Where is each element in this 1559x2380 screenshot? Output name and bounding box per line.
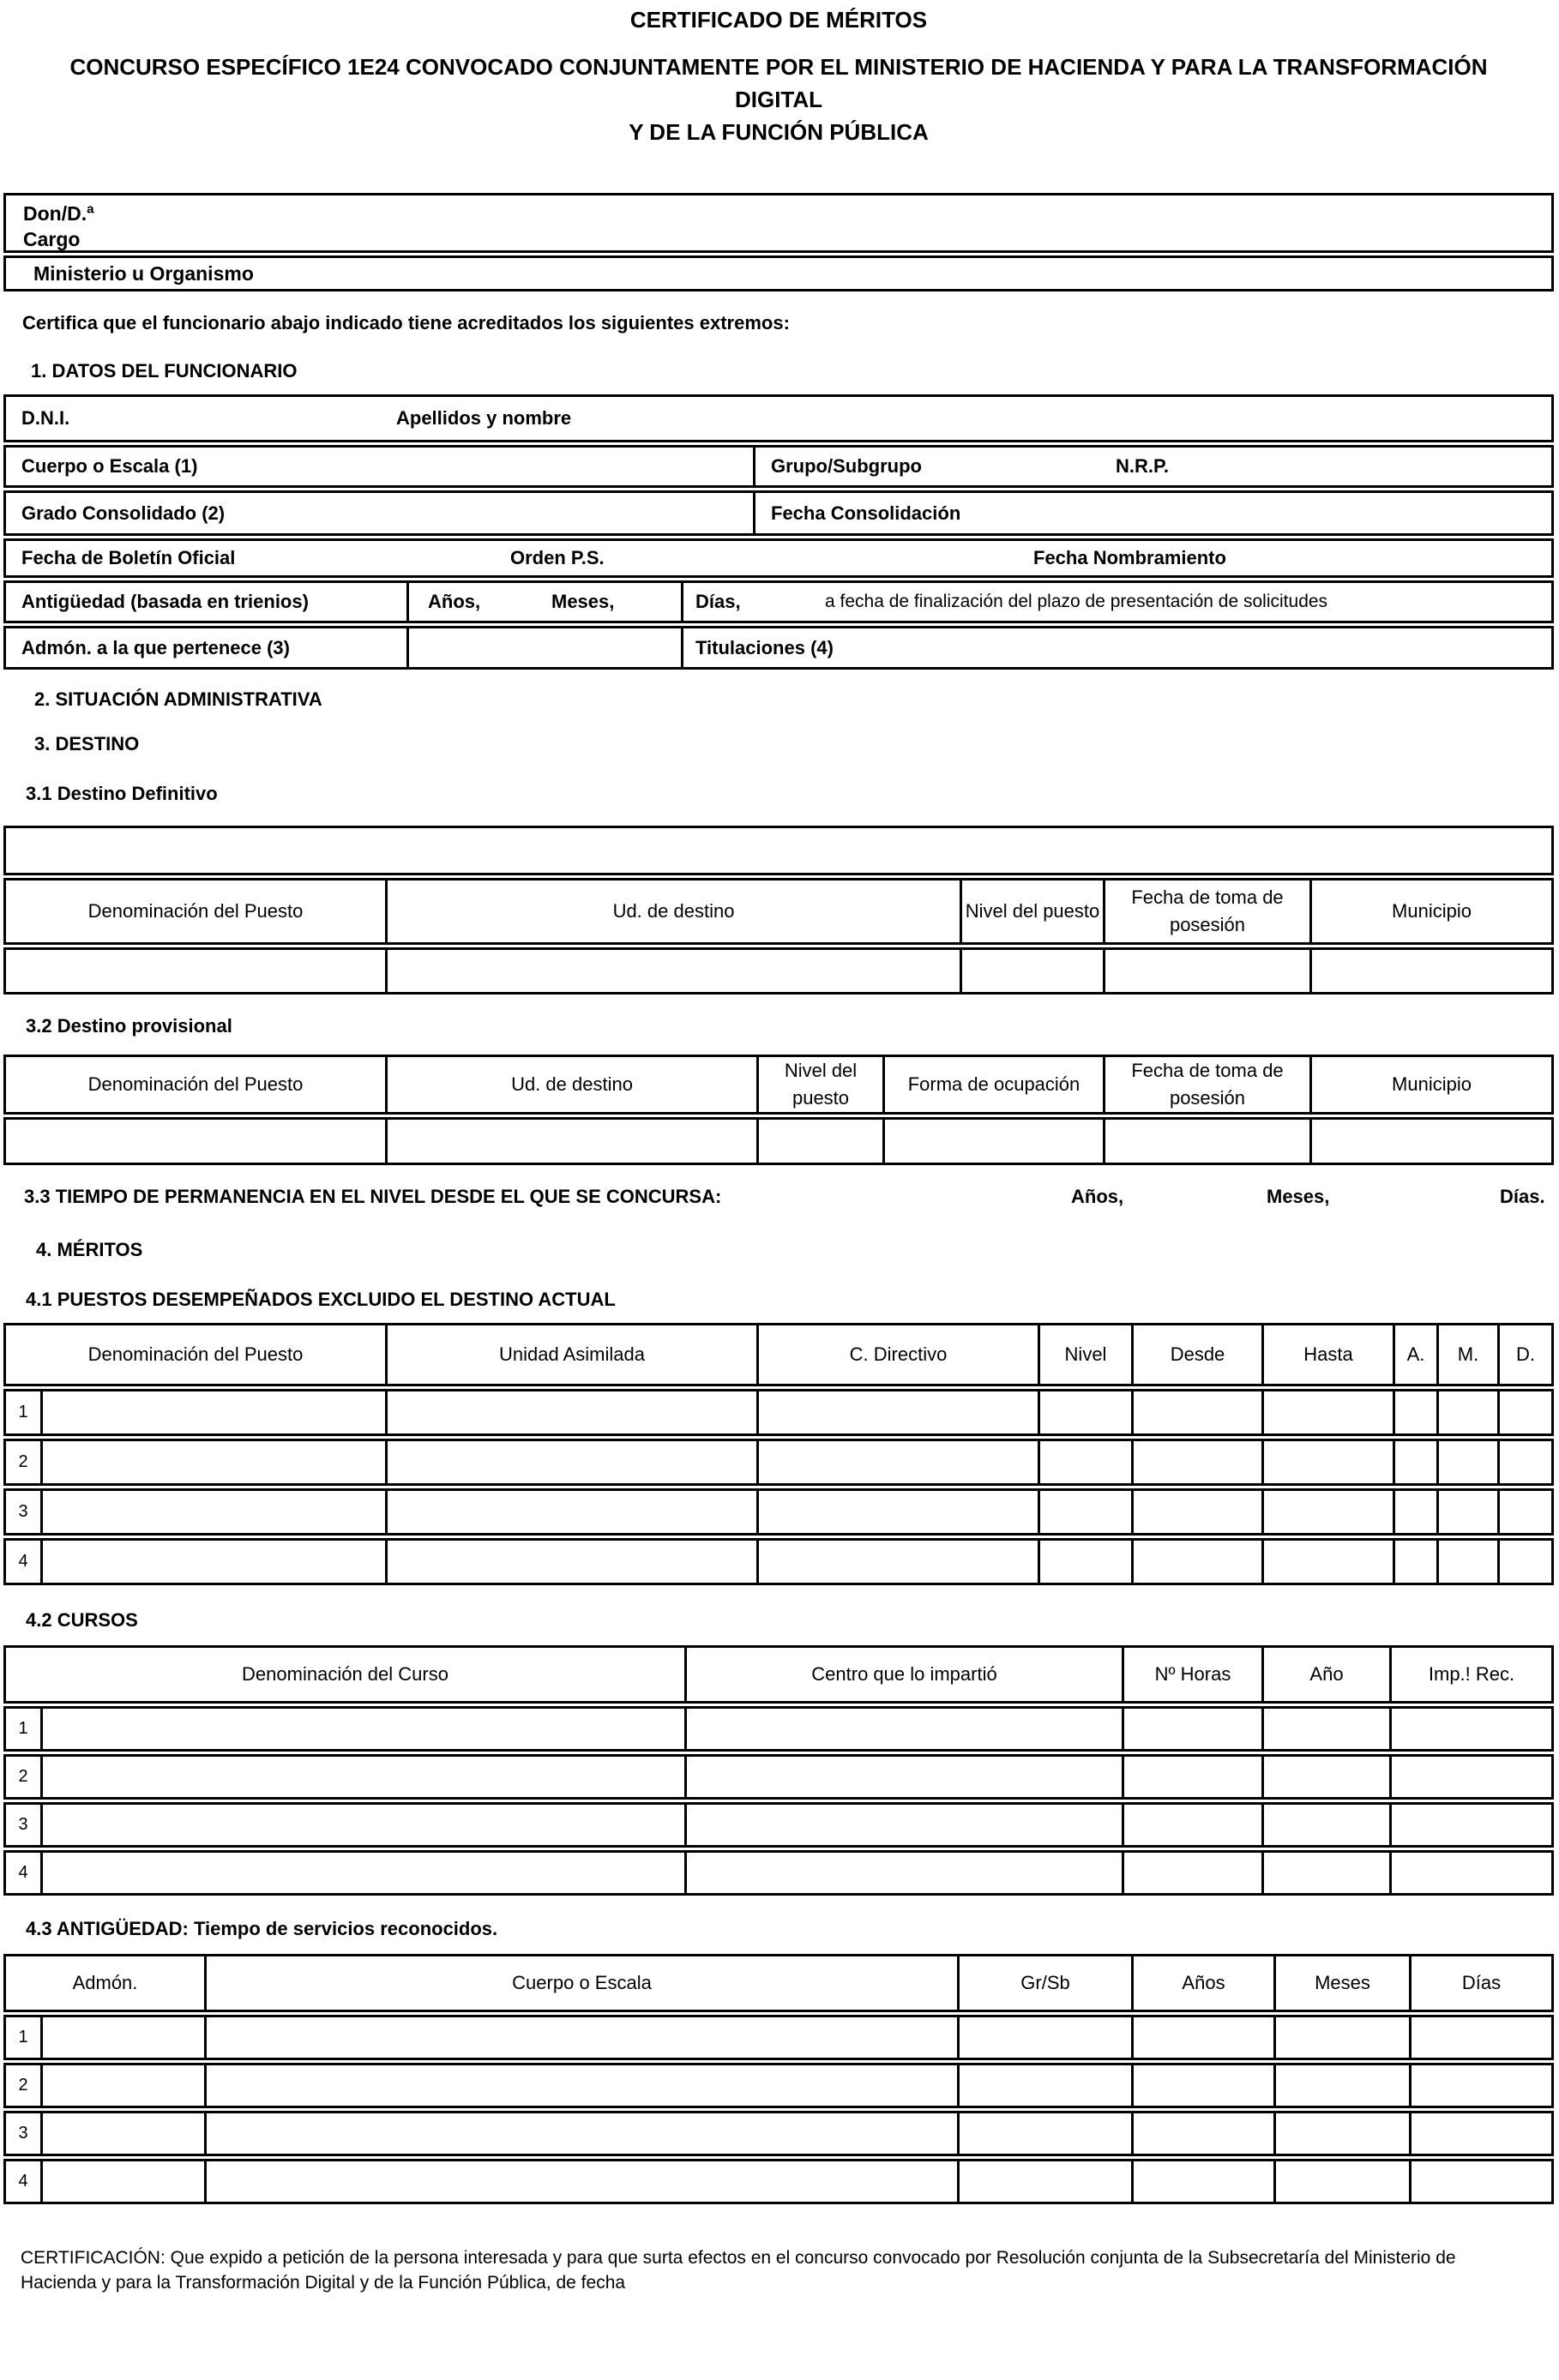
empty-cell [1309, 950, 1551, 992]
empty-cell [1436, 1541, 1497, 1583]
section-4-heading: 4. MÉRITOS [36, 1239, 143, 1260]
puestos-row [3, 1439, 1554, 1486]
empty-cell [1261, 1541, 1393, 1583]
row-number: 3 [18, 2124, 28, 2143]
certifier-box [3, 193, 1554, 253]
empty-cell [1497, 1391, 1551, 1433]
empty-cell [40, 2065, 204, 2106]
header-cell: Forma de ocupación [882, 1057, 1103, 1112]
document-title: CERTIFICADO DE MÉRITOS [629, 7, 928, 33]
empty-cell [1261, 1391, 1393, 1433]
section-1-heading: 1. DATOS DEL FUNCIONARIO [31, 360, 298, 382]
header-cell: C. Directivo [756, 1325, 1038, 1384]
puestos-row [3, 1389, 1554, 1436]
empty-cell [1122, 1709, 1261, 1749]
row-grado [3, 490, 1554, 536]
empty-cell [1497, 1541, 1551, 1583]
empty-cell [684, 1709, 1122, 1749]
header-cell: Año [1261, 1648, 1389, 1701]
header-cell: Fecha de toma de posesión [1103, 880, 1309, 942]
cursos-table [3, 1645, 1554, 1896]
empty-cell [957, 2065, 1131, 2106]
header-cell: Nivel del puesto [756, 1057, 882, 1112]
header-cell: Municipio [1309, 1057, 1551, 1112]
header-cell: Denominación del Curso [242, 1663, 448, 1685]
destino-provisional-table [3, 1055, 1554, 1165]
empty-cell [1261, 1709, 1389, 1749]
empty-cell [1436, 1441, 1497, 1483]
empty-cell [204, 2161, 957, 2202]
row-dni [3, 394, 1554, 442]
header-cell: Centro que lo impartió [684, 1648, 1122, 1701]
header-cell: Ud. de destino [385, 880, 960, 942]
empty-cell [1038, 1491, 1131, 1533]
empty-cell [40, 1805, 684, 1845]
empty-cell [1273, 2113, 1409, 2154]
row-number: 4 [18, 1552, 28, 1571]
empty-cell [1122, 1805, 1261, 1845]
empty-cell [756, 1491, 1038, 1533]
section-31-heading: 3.1 Destino Definitivo [26, 783, 218, 804]
empty-cell [1409, 2017, 1551, 2058]
empty-cell [1389, 1709, 1551, 1749]
destino-provisional-header [3, 1055, 1554, 1115]
antiguedad-note: a fecha de finalización del plazo de presentación de solicitudes [825, 592, 1328, 611]
section-33-line [3, 1186, 1554, 1210]
header-cell: Denominación del Puesto [87, 1343, 304, 1365]
row-number: 1 [18, 2028, 28, 2046]
empty-cell [756, 1441, 1038, 1483]
row-boletin [3, 538, 1554, 578]
nrp-label: N.R.P. [1116, 455, 1169, 477]
empty-cell [204, 2065, 957, 2106]
orden-ps-label: Orden P.S. [510, 547, 605, 568]
empty-cell [882, 1120, 1103, 1163]
row-number: 2 [18, 1767, 28, 1786]
header-cell: D. [1497, 1325, 1551, 1384]
empty-cell [6, 950, 385, 992]
header-cell: Unidad Asimilada [385, 1325, 756, 1384]
empty-cell [1131, 1491, 1261, 1533]
empty-cell [40, 2113, 204, 2154]
antiguedad-row [3, 2063, 1554, 2108]
ministerio-box [3, 255, 1554, 291]
empty-cell [1409, 2065, 1551, 2106]
destino-definitivo-data-row [3, 947, 1554, 995]
dni-label: D.N.I. [21, 407, 70, 429]
empty-cell [1131, 1441, 1261, 1483]
header-cell: Admón. [72, 1972, 138, 1993]
empty-cell [1261, 1757, 1389, 1797]
puestos-row [3, 1488, 1554, 1536]
antiguedad-label: Antigüedad (basada en trienios) [21, 591, 309, 612]
header-cell: Ud. de destino [385, 1057, 756, 1112]
fecha-nombramiento-label: Fecha Nombramiento [1033, 547, 1226, 568]
header-cell: M. [1436, 1325, 1497, 1384]
cuerpo-label: Cuerpo o Escala (1) [21, 455, 198, 477]
header-cell: Nivel del puesto [960, 880, 1103, 942]
empty-cell [385, 1541, 756, 1583]
empty-cell [385, 1441, 756, 1483]
empty-cell [40, 1441, 385, 1483]
empty-cell [385, 950, 960, 992]
destino-provisional-data-row [3, 1117, 1554, 1165]
puestos-desempenados-table [3, 1323, 1554, 1585]
header-cell: Imp.! Rec. [1389, 1648, 1551, 1701]
empty-cell [1122, 1757, 1261, 1797]
header-cell: Denominación del Puesto [87, 1073, 304, 1095]
header-cell: Fecha de toma de posesión [1103, 1057, 1309, 1112]
datos-funcionario-table [3, 394, 1554, 670]
fecha-consolidacion-label: Fecha Consolidación [771, 502, 961, 524]
empty-cell [1122, 1853, 1261, 1893]
section-41-heading: 4.1 PUESTOS DESEMPEÑADOS EXCLUIDO EL DESTINO ACTUAL [26, 1289, 616, 1310]
empty-cell [1103, 950, 1309, 992]
empty-cell [1131, 1541, 1261, 1583]
empty-cell [40, 2161, 204, 2202]
cursos-row [3, 1754, 1554, 1800]
titulaciones-label: Titulaciones (4) [695, 636, 834, 658]
header-cell: A. [1393, 1325, 1436, 1384]
document-subtitle [24, 51, 1533, 148]
row-number: 3 [18, 1815, 28, 1834]
row-number: 1 [18, 1403, 28, 1421]
destino-definitivo-empty-box [3, 826, 1554, 875]
antiguedad-row [3, 2159, 1554, 2204]
empty-cell [40, 1491, 385, 1533]
row-cuerpo [3, 445, 1554, 488]
header-cell: Gr/Sb [957, 1956, 1131, 2010]
certificate-document [3, 0, 1554, 2295]
section-3-heading: 3. DESTINO [34, 733, 140, 754]
puestos-row [3, 1538, 1554, 1585]
empty-cell [40, 1541, 385, 1583]
empty-cell [40, 1709, 684, 1749]
empty-cell [40, 1853, 684, 1893]
anos-33-label: Años, [1071, 1186, 1124, 1207]
admon-label: Admón. a la que pertenece (3) [21, 636, 290, 658]
antiguedad-header [3, 1954, 1554, 2012]
empty-cell [1393, 1391, 1436, 1433]
empty-cell [756, 1541, 1038, 1583]
empty-cell [960, 950, 1103, 992]
empty-cell [1038, 1391, 1131, 1433]
empty-cell [1131, 2017, 1273, 2058]
empty-cell [684, 1757, 1122, 1797]
cargo-label: Cargo [23, 228, 81, 250]
row-number: 1 [18, 1719, 28, 1738]
meses-33-label: Meses, [1267, 1186, 1330, 1207]
empty-cell [1393, 1541, 1436, 1583]
section-2-heading: 2. SITUACIÓN ADMINISTRATIVA [34, 688, 322, 710]
header-cell: Nivel [1038, 1325, 1131, 1384]
empty-cell [1038, 1441, 1131, 1483]
header-cell: Años [1131, 1956, 1273, 2010]
empty-cell [1103, 1120, 1309, 1163]
empty-cell [1131, 2113, 1273, 2154]
empty-cell [1038, 1541, 1131, 1583]
empty-cell [1393, 1441, 1436, 1483]
empty-cell [1131, 2161, 1273, 2202]
empty-cell [1309, 1120, 1551, 1163]
cursos-row [3, 1706, 1554, 1752]
antiguedad-row [3, 2015, 1554, 2060]
cursos-header [3, 1645, 1554, 1704]
grado-label: Grado Consolidado (2) [21, 502, 226, 524]
row-antiguedad [3, 580, 1554, 623]
empty-cell [385, 1391, 756, 1433]
row-number: 2 [18, 1452, 28, 1471]
grupo-label: Grupo/Subgrupo [771, 455, 922, 477]
puestos-header [3, 1323, 1554, 1386]
empty-cell [1273, 2017, 1409, 2058]
empty-cell [40, 1391, 385, 1433]
ministerio-label: Ministerio u Organismo [33, 261, 254, 285]
empty-cell [756, 1120, 882, 1163]
empty-cell [1273, 2065, 1409, 2106]
empty-cell [684, 1805, 1122, 1845]
empty-cell [40, 2017, 204, 2058]
antiguedad-row [3, 2111, 1554, 2156]
apellidos-label: Apellidos y nombre [396, 407, 572, 429]
empty-cell [1436, 1491, 1497, 1533]
empty-cell [1261, 1805, 1389, 1845]
empty-cell [40, 1757, 684, 1797]
certificacion-paragraph: CERTIFICACIÓN: Que expido a petición de la persona interesada y para que surta efectos en el concurso convocado por Resolución conjunta de la Subsecretaría del Ministerio de Hacienda y para la Transformación Digital y de la Función Pública, de fecha [21, 2248, 1456, 2293]
fecha-boletin-label: Fecha de Boletín Oficial [21, 547, 236, 568]
empty-cell [1497, 1441, 1551, 1483]
empty-cell [1261, 1441, 1393, 1483]
empty-cell [1273, 2161, 1409, 2202]
section-32-heading: 3.2 Destino provisional [26, 1015, 232, 1037]
empty-cell [1131, 2065, 1273, 2106]
header-cell: Hasta [1261, 1325, 1393, 1384]
empty-cell [684, 1853, 1122, 1893]
row-admon [3, 626, 1554, 670]
header-cell: Cuerpo o Escala [204, 1956, 957, 2010]
subtitle-line-1: CONCURSO ESPECÍFICO 1E24 CONVOCADO CONJUNTAMENTE POR EL MINISTERIO DE HACIENDA Y PARA LA TRANSFORMACIÓN DIGITAL [69, 54, 1488, 112]
destino-definitivo-table [3, 826, 1554, 995]
admon-empty-cell [406, 628, 681, 667]
certifica-statement: Certifica que el funcionario abajo indicado tiene acreditados los siguientes extremos: [22, 312, 790, 334]
empty-cell [957, 2161, 1131, 2202]
empty-cell [1436, 1391, 1497, 1433]
dias-33-label: Días. [1500, 1186, 1545, 1207]
empty-cell [204, 2017, 957, 2058]
don-label: Don/D.ª [23, 202, 94, 225]
row-number: 4 [18, 1863, 28, 1882]
section-42-heading: 4.2 CURSOS [26, 1609, 138, 1631]
dias-label: Días, [695, 591, 741, 612]
section-33-heading: 3.3 TIEMPO DE PERMANENCIA EN EL NIVEL DESDE EL QUE SE CONCURSA: [24, 1186, 722, 1207]
destino-definitivo-header [3, 878, 1554, 945]
empty-cell [1389, 1757, 1551, 1797]
empty-cell [1389, 1805, 1551, 1845]
empty-cell [1497, 1491, 1551, 1533]
empty-cell [1409, 2161, 1551, 2202]
empty-cell [1409, 2113, 1551, 2154]
empty-cell [957, 2113, 1131, 2154]
empty-cell [1261, 1491, 1393, 1533]
subtitle-line-2: Y DE LA FUNCIÓN PÚBLICA [629, 119, 929, 145]
cursos-row [3, 1802, 1554, 1848]
empty-cell [1131, 1391, 1261, 1433]
row-number: 4 [18, 2172, 28, 2191]
empty-cell [957, 2017, 1131, 2058]
cursos-row [3, 1850, 1554, 1896]
row-number: 3 [18, 1502, 28, 1521]
antiguedad-servicios-table [3, 1954, 1554, 2204]
header-cell: Días [1409, 1956, 1551, 2010]
row-number: 2 [18, 2076, 28, 2095]
header-cell: Municipio [1309, 880, 1551, 942]
header-cell: Denominación del Puesto [87, 900, 304, 922]
header-cell: Meses [1273, 1956, 1409, 2010]
empty-cell [1393, 1491, 1436, 1533]
empty-cell [385, 1491, 756, 1533]
empty-cell [6, 1120, 385, 1163]
empty-cell [1261, 1853, 1389, 1893]
empty-cell [204, 2113, 957, 2154]
header-cell: Desde [1131, 1325, 1261, 1384]
section-43-heading: 4.3 ANTIGÜEDAD: Tiempo de servicios reconocidos. [26, 1918, 498, 1939]
empty-cell [385, 1120, 756, 1163]
header-cell: Nº Horas [1122, 1648, 1261, 1701]
anos-label: Años, [428, 591, 481, 612]
empty-cell [1389, 1853, 1551, 1893]
empty-cell [756, 1391, 1038, 1433]
meses-label: Meses, [551, 591, 615, 612]
